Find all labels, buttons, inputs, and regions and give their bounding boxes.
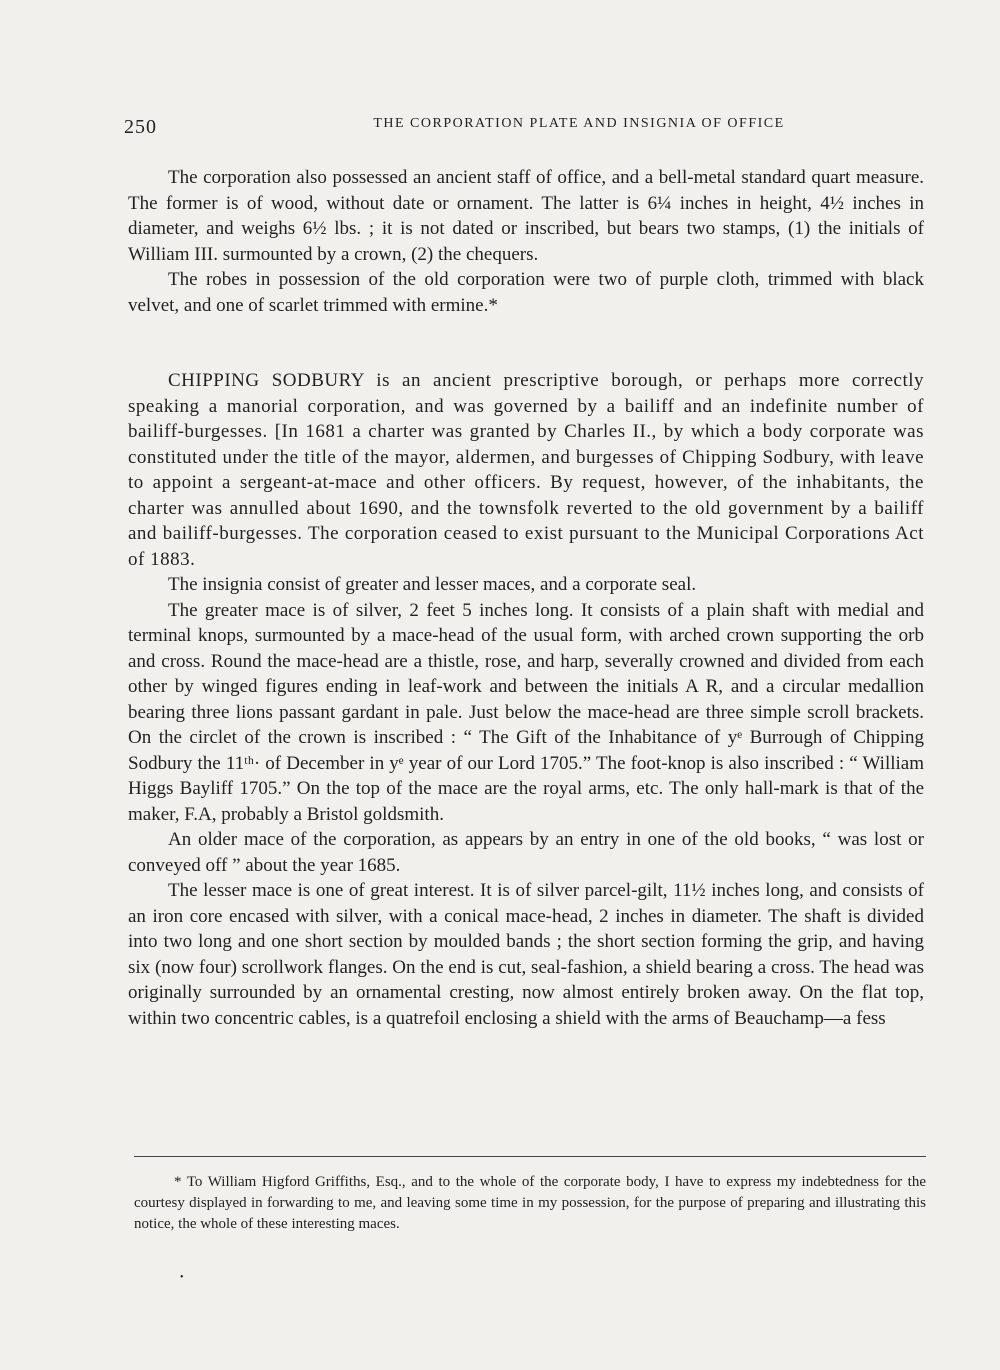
ink-speck: • bbox=[180, 1272, 184, 1283]
paragraph-older-mace: An older mace of the corporation, as appears by an entry in one of the old books, “ was lost or conveyed off ” about the year 1685. bbox=[128, 829, 924, 876]
running-head bbox=[124, 112, 924, 140]
paragraph-lesser-mace: The lesser mace is one of great interest. It is of silver parcel-gilt, 11½ inches long, and consists of an iron core encased with silver, with a conical mace-head, 2 inches in diameter. The shaft is divided into two long and one short section by moulded bands ; the short section forming the grip, and having six (now four) scrollwork flanges. On the end is cut, seal-fashion, a shield bearing a cross. The head was originally surrounded by an ornamental cresting, now almost entirely broken away. On the flat top, within two concentric cables, is a quatrefoil enclosing a shield with the arms of Beauchamp—a fess bbox=[128, 880, 924, 1029]
section-gap bbox=[128, 318, 924, 368]
paragraph-robes: The robes in possession of the old corporation were two of purple cloth, trimmed with black velvet, and one of scarlet trimmed with ermine.* bbox=[128, 269, 924, 316]
footnote: * To William Higford Griffiths, Esq., and to the whole of the corporate body, I have to express my indebtedness for the courtesy displayed in forwarding to me, and leaving some time in my possession, for the purpose of preparing and illustrating this notice, the whole of these interesting maces. bbox=[134, 1174, 926, 1232]
footnote-rule bbox=[134, 1156, 926, 1157]
paragraph-insignia: The insignia consist of greater and lesser maces, and a corporate seal. bbox=[168, 574, 697, 595]
paragraph-greater-mace: The greater mace is of silver, 2 feet 5 inches long. It consists of a plain shaft with medial and terminal knops, surmounted by a mace-head of the usual form, with arched crown supporting the orb and cross. Round the mace-head are a thistle, rose, and harp, severally crowned and divided from each other by winged figures ending in leaf-work and between the initials A R, and a circular medallion bearing three lions passant gardant in pale. Just below the mace-head are three simple scroll brackets. On the circlet of the crown is inscribed : “ The Gift of the Inhabitance of yᵉ Burrough of Chipping Sodbury the 11ᵗʰ· of December in yᵉ year of our Lord 1705.” The foot-knop is also inscribed : “ William Higgs Bayliff 1705.” On the top of the mace are the royal arms, etc. The only hall-mark is that of the maker, F.A, probably a Bristol goldsmith. bbox=[128, 599, 924, 825]
paragraph-chipping-sodbury: CHIPPING SODBURY is an ancient prescriptive borough, or perhaps more correctly speaking a manorial corporation, and was governed by a bailiff and an indefinite number of bailiff-burgesses. [In 1681 a charter was granted by Charles II., by which a body corporate was constituted under the title of the mayor, aldermen, and burgesses of Chipping Sodbury, with leave to appoint a sergeant-at-mace and other officers. By request, however, of the inhabitants, the charter was annulled about 1690, and the townsfolk reverted to the old government by a bailiff and bailiff-burgesses. The corporation ceased to exist pursuant to the Municipal Corporations Act of 1883. bbox=[128, 370, 924, 570]
page-number: 250 bbox=[124, 116, 157, 138]
body-text bbox=[128, 165, 924, 1031]
paragraph-staff-of-office: The corporation also possessed an ancient staff of office, and a bell-metal standard quart measure. The former is of wood, without date or ornament. The latter is 6¼ inches in height, 4½ inches in diameter, and weighs 6½ lbs. ; it is not dated or inscribed, but bears two stamps, (1) the initials of William III. surmounted by a crown, (2) the chequers. bbox=[128, 167, 924, 265]
running-title: THE CORPORATION PLATE AND INSIGNIA OF OFFICE bbox=[373, 116, 785, 131]
